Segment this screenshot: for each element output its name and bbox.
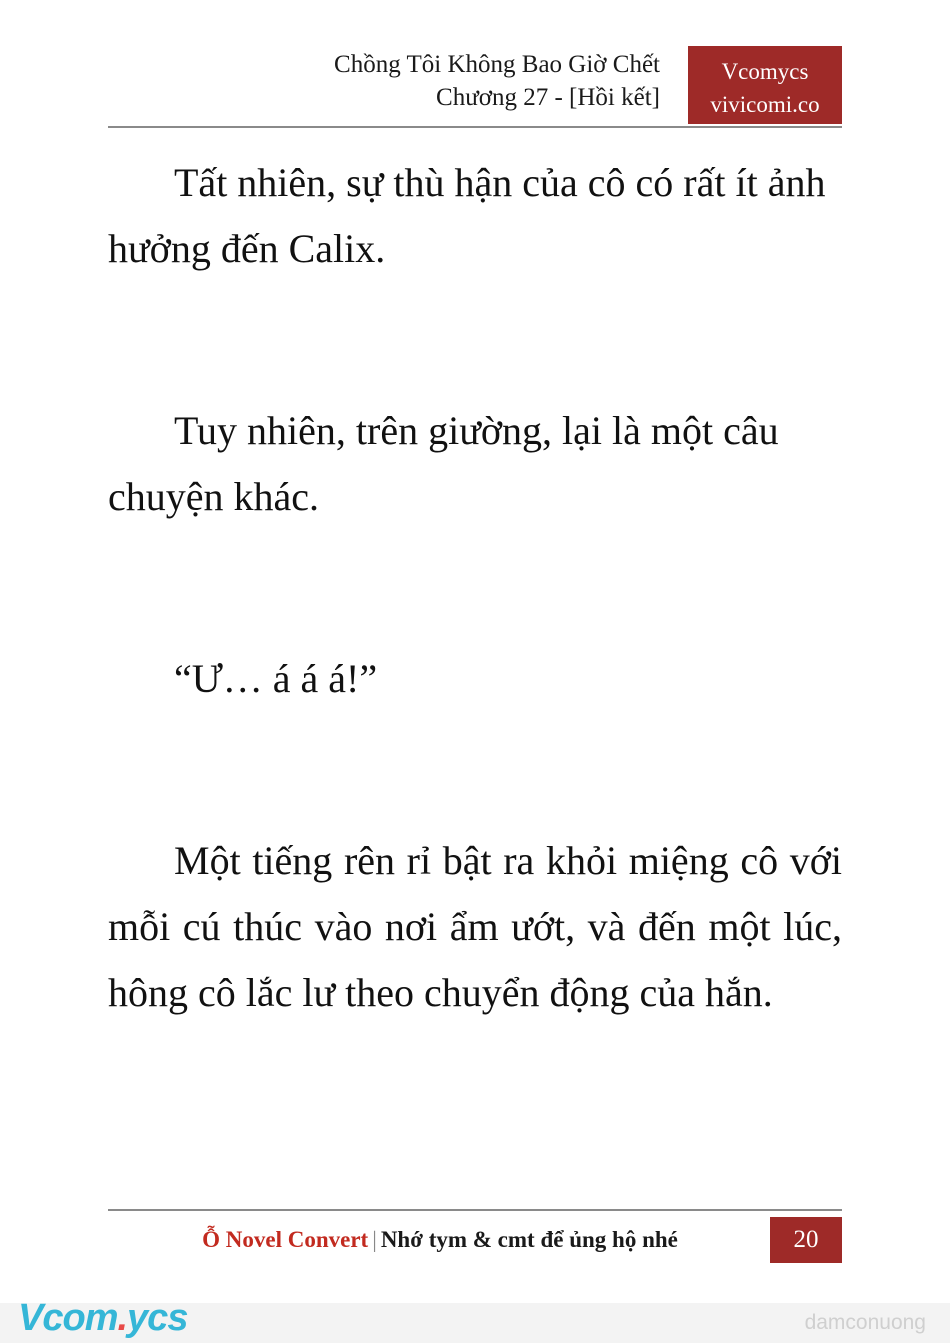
site-badge (688, 46, 842, 124)
page-number: 20 (770, 1217, 842, 1263)
page-footer (108, 1217, 842, 1263)
paragraph-gap (108, 282, 842, 398)
footer-note: Nhớ tym & cmt để ủng hộ nhé (380, 1227, 678, 1252)
novel-title: Chồng Tôi Không Bao Giờ Chết (334, 51, 660, 78)
paragraph-gap (108, 712, 842, 828)
site-badge-name: Vcomycs (721, 59, 809, 84)
chapter-body (108, 150, 842, 1026)
header-divider (108, 126, 842, 128)
paragraph-dialogue: “Ư… á á á!” (174, 656, 378, 701)
paragraph: Tất nhiên, sự thù hận của cô có rất ít ảnh hưởng đến Calix. (108, 160, 826, 271)
chapter-title: Chương 27 - [Hồi kết] (436, 84, 660, 111)
watermark-username: damconuong (804, 1311, 926, 1334)
header-title-block (240, 48, 660, 114)
logo-dot: . (117, 1297, 128, 1339)
footer-brand: Ỗ Novel Convert (202, 1227, 369, 1252)
footer-credit (108, 1217, 772, 1263)
logo-text-post: ycs (127, 1297, 188, 1339)
paragraph: Tuy nhiên, trên giường, lại là một câu chuyện khác. (108, 408, 779, 519)
footer-separator: | (372, 1227, 377, 1252)
logo-text (18, 1298, 187, 1338)
paragraph-gap (108, 530, 842, 646)
footer-divider (108, 1209, 842, 1211)
page-header (108, 48, 842, 130)
logo-text-pre: Vcom (18, 1297, 118, 1339)
paragraph: Một tiếng rên rỉ bật ra khỏi miệng cô với mỗi cú thúc vào nơi ẩm ướt, và đến một lúc, hông cô lắc lư theo chuyển động của hắn. (108, 838, 842, 1015)
vcomycs-logo (18, 1296, 187, 1340)
site-badge-domain: vivicomi.co (710, 92, 820, 117)
